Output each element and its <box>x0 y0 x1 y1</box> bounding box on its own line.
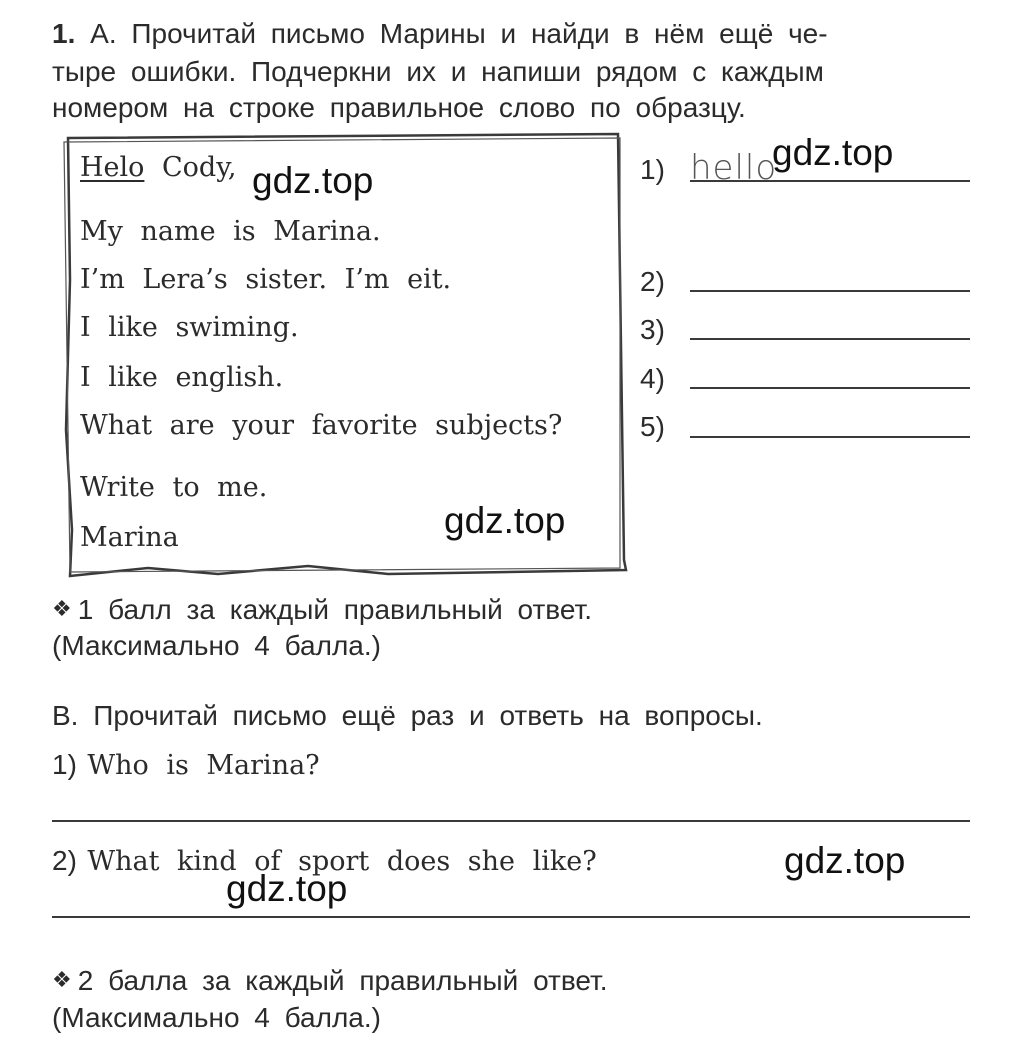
answer-2-line[interactable] <box>690 290 970 292</box>
letter-line-2: I’m Lera’s sister. I’m eit. <box>80 264 452 295</box>
letter-line-5: What are your favorite subjects? <box>80 410 563 441</box>
part-b-score-line-1: ❖ 2 балла за каждый правильный ответ. <box>52 965 608 996</box>
letter-line-3: I like swiming. <box>80 312 299 343</box>
watermark: gdz.top <box>784 840 906 881</box>
letter-line-4: I like english. <box>80 362 284 393</box>
part-a-score-line-2: (Максимально 4 балла.) <box>52 630 381 661</box>
watermark: gdz.top <box>252 160 374 201</box>
diamond-icon: ❖ <box>52 596 72 621</box>
greeting-name: Cody, <box>162 152 237 183</box>
question-2-number: 2) <box>52 845 77 876</box>
answer-3-number: 3) <box>640 314 665 345</box>
answer-4-number: 4) <box>640 363 665 394</box>
part-b-instruction: В. Прочитай письмо ещё раз и ответь на вопросы. <box>52 700 763 731</box>
letter-greeting <box>80 152 236 183</box>
task-instruction-line-1 <box>52 18 828 50</box>
answer-2-number: 2) <box>640 266 665 297</box>
part-a-instruction-3: номером на строке правильное слово по образцу. <box>52 92 746 123</box>
part-a-score-line-1: ❖ 1 балл за каждый правильный ответ. <box>52 594 592 625</box>
answer-b1-line[interactable] <box>52 820 970 822</box>
question-1 <box>52 749 320 781</box>
part-a-instruction-1: А. Прочитай письмо Марины и найди в нём ещё че- <box>90 18 828 49</box>
answer-5-line[interactable] <box>690 436 970 438</box>
watermark: gdz.top <box>772 132 894 173</box>
answer-1-number: 1) <box>640 154 665 185</box>
answer-4-line[interactable] <box>690 387 970 389</box>
question-2-text: What kind of sport does she like? <box>87 846 597 877</box>
answer-1-value[interactable]: hello <box>690 148 778 188</box>
answer-1-line[interactable] <box>690 180 970 182</box>
letter-line-6: Write to me. <box>80 472 268 503</box>
watermark: gdz.top <box>444 500 566 541</box>
letter-signature: Marina <box>80 522 179 553</box>
part-a-instruction-2: тыре ошибки. Подчеркни их и напиши рядом с каждым <box>52 56 824 87</box>
task-number: 1. <box>52 18 76 49</box>
question-1-text: Who is Marina? <box>87 750 320 781</box>
question-1-number: 1) <box>52 749 77 780</box>
watermark: gdz.top <box>226 868 348 909</box>
answer-3-line[interactable] <box>690 338 970 340</box>
diamond-icon: ❖ <box>52 967 72 992</box>
greeting-error-word: Helo <box>80 152 145 183</box>
answer-5-number: 5) <box>640 411 665 442</box>
part-b-score-line-2: (Максимально 4 балла.) <box>52 1002 381 1033</box>
answer-b2-line[interactable] <box>52 916 970 918</box>
letter-line-1: My name is Marina. <box>80 216 381 247</box>
